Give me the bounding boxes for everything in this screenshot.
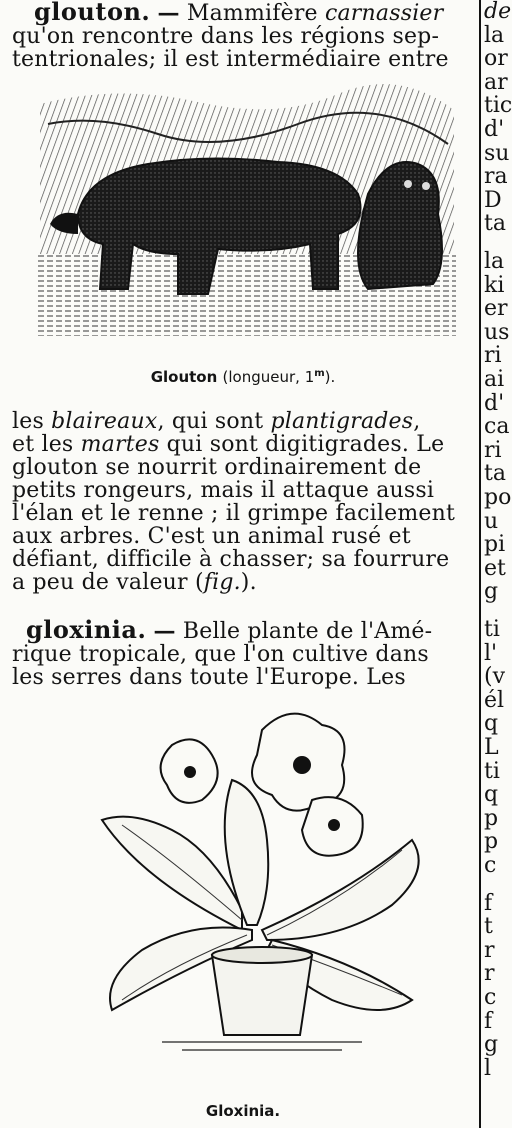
entry-dash: — — [153, 618, 176, 644]
right-column-fragment-line: él — [484, 687, 505, 713]
gloxinia-illustration — [62, 690, 442, 1070]
entry-glouton-intro — [12, 0, 472, 71]
headword-gloxinia: gloxinia. — [26, 615, 147, 644]
right-column-fragment-line: t — [484, 914, 493, 940]
entry-glouton-line-2: qu'on rencontre dans les régions sep- — [12, 24, 440, 49]
right-column-fragment-line: ri — [484, 343, 502, 369]
right-column-fragment-line: ri — [484, 437, 502, 463]
right-column-fragment-line: ta — [484, 461, 506, 487]
italic-term: martes — [80, 432, 160, 457]
text-span: Mammifère — [186, 1, 325, 26]
entry-gloxinia — [12, 615, 472, 690]
right-column-fragment-line: g — [484, 579, 499, 605]
right-column-fragment-line: la — [484, 249, 505, 274]
right-column-fragment-line: tic — [484, 93, 512, 119]
right-column-fragment-line: ar — [484, 69, 508, 95]
glouton-illustration — [38, 84, 456, 336]
italic-term: fig. — [203, 570, 241, 595]
text-span: Belle plante de l'Amé- — [182, 619, 433, 644]
entry-glouton-continuation — [12, 410, 472, 594]
caption-unit: m — [314, 368, 325, 379]
right-column-fragment-line: r — [484, 937, 495, 963]
caption-title: Glouton — [150, 368, 218, 386]
entry-gloxinia-line-1 — [12, 615, 472, 644]
right-column-fragment-line: D — [484, 187, 502, 213]
text-span: les — [12, 409, 52, 434]
cont-line-1 — [12, 410, 472, 433]
cont-line-4: petits rongeurs, mais il attaque aussi — [12, 478, 435, 503]
right-column-fragment-line: u — [484, 508, 499, 534]
glouton-caption — [12, 368, 474, 386]
gloxinia-caption: Gloxinia. — [205, 1102, 281, 1120]
right-column-fragment-line: p — [484, 805, 499, 831]
right-column-fragment-line: q — [484, 711, 499, 737]
caption-detail: (longueur, 1 — [222, 368, 315, 386]
entry-gloxinia-line-2: rique tropicale, que l'on cultive dans — [12, 642, 429, 667]
right-column-fragment-line: de — [484, 0, 512, 24]
right-column-fragment-line: d' — [484, 117, 505, 142]
right-column-fragment-line: po — [484, 485, 512, 510]
cont-line-3: glouton se nourrit ordinairement de — [12, 455, 422, 480]
right-column-fragment-line: su — [484, 140, 510, 166]
italic-term: blaireaux — [51, 409, 158, 434]
right-column-fragment-line: d' — [484, 390, 505, 416]
right-column-fragment-line: p — [484, 829, 499, 855]
cont-line-6: aux arbres. C'est un animal rusé et — [12, 524, 411, 549]
entry-glouton-line-3: tentrionales; il est intermédiaire entre — [12, 47, 449, 72]
right-column-fragment-line: c — [484, 853, 497, 878]
right-column-fragment-line: r — [484, 961, 495, 987]
headword-glouton: glouton. — [34, 0, 151, 26]
right-column-fragment-line: l — [484, 1055, 492, 1081]
right-column-fragment-line: q — [484, 782, 499, 808]
text-span: , — [413, 409, 421, 434]
column-divider — [479, 0, 481, 1128]
right-column-fragment-line: us — [484, 319, 510, 345]
cont-line-5: l'élan et le renne ; il grimpe facilement — [12, 501, 456, 526]
right-column-fragment-line: la — [484, 22, 505, 48]
right-column-fragment-line: L — [484, 735, 499, 760]
right-column-fragment-line: ra — [484, 164, 508, 190]
text-span: a peu de valeur ( — [12, 570, 204, 595]
text-span: ). — [240, 570, 257, 595]
right-column-fragment-line: g — [484, 1032, 499, 1058]
entry-dash: — — [157, 0, 180, 26]
right-column-fragment-line: et — [484, 555, 506, 581]
right-column-fragment-line: er — [484, 296, 508, 322]
text-span: , qui sont — [157, 409, 271, 434]
right-column-fragment-line: or — [484, 46, 508, 72]
right-column-fragment-line: (v — [484, 664, 506, 690]
right-column-fragment-line: ta — [484, 211, 506, 237]
right-column-fragment-line: ti — [484, 617, 500, 642]
italic-term: carnassier — [324, 1, 444, 26]
right-column-fragment-line: c — [484, 985, 497, 1010]
right-column-fragment-line: f — [484, 1008, 493, 1034]
entry-gloxinia-line-3: les serres dans toute l'Europe. Les — [12, 665, 406, 690]
text-span: qui sont digitigrades. Le — [159, 432, 445, 457]
right-column-fragment — [484, 0, 512, 1128]
right-column-fragment-line: l' — [484, 640, 498, 666]
right-column-fragment-line: ca — [484, 414, 510, 440]
text-span: et les — [12, 432, 81, 457]
right-column-fragment-line: ti — [484, 758, 500, 784]
entry-glouton-line-1 — [12, 0, 472, 25]
caption-end: ). — [324, 368, 336, 386]
right-column-fragment-line: ki — [484, 272, 505, 298]
cont-line-2 — [12, 433, 472, 456]
right-column-fragment-line: pi — [484, 532, 506, 558]
italic-term: plantigrades — [270, 409, 414, 434]
cont-line-8 — [12, 571, 472, 594]
cont-line-7: défiant, difficile à chasser; sa fourrure — [12, 547, 450, 572]
right-column-fragment-line: f — [484, 890, 493, 916]
right-column-fragment-line: ai — [484, 367, 505, 392]
